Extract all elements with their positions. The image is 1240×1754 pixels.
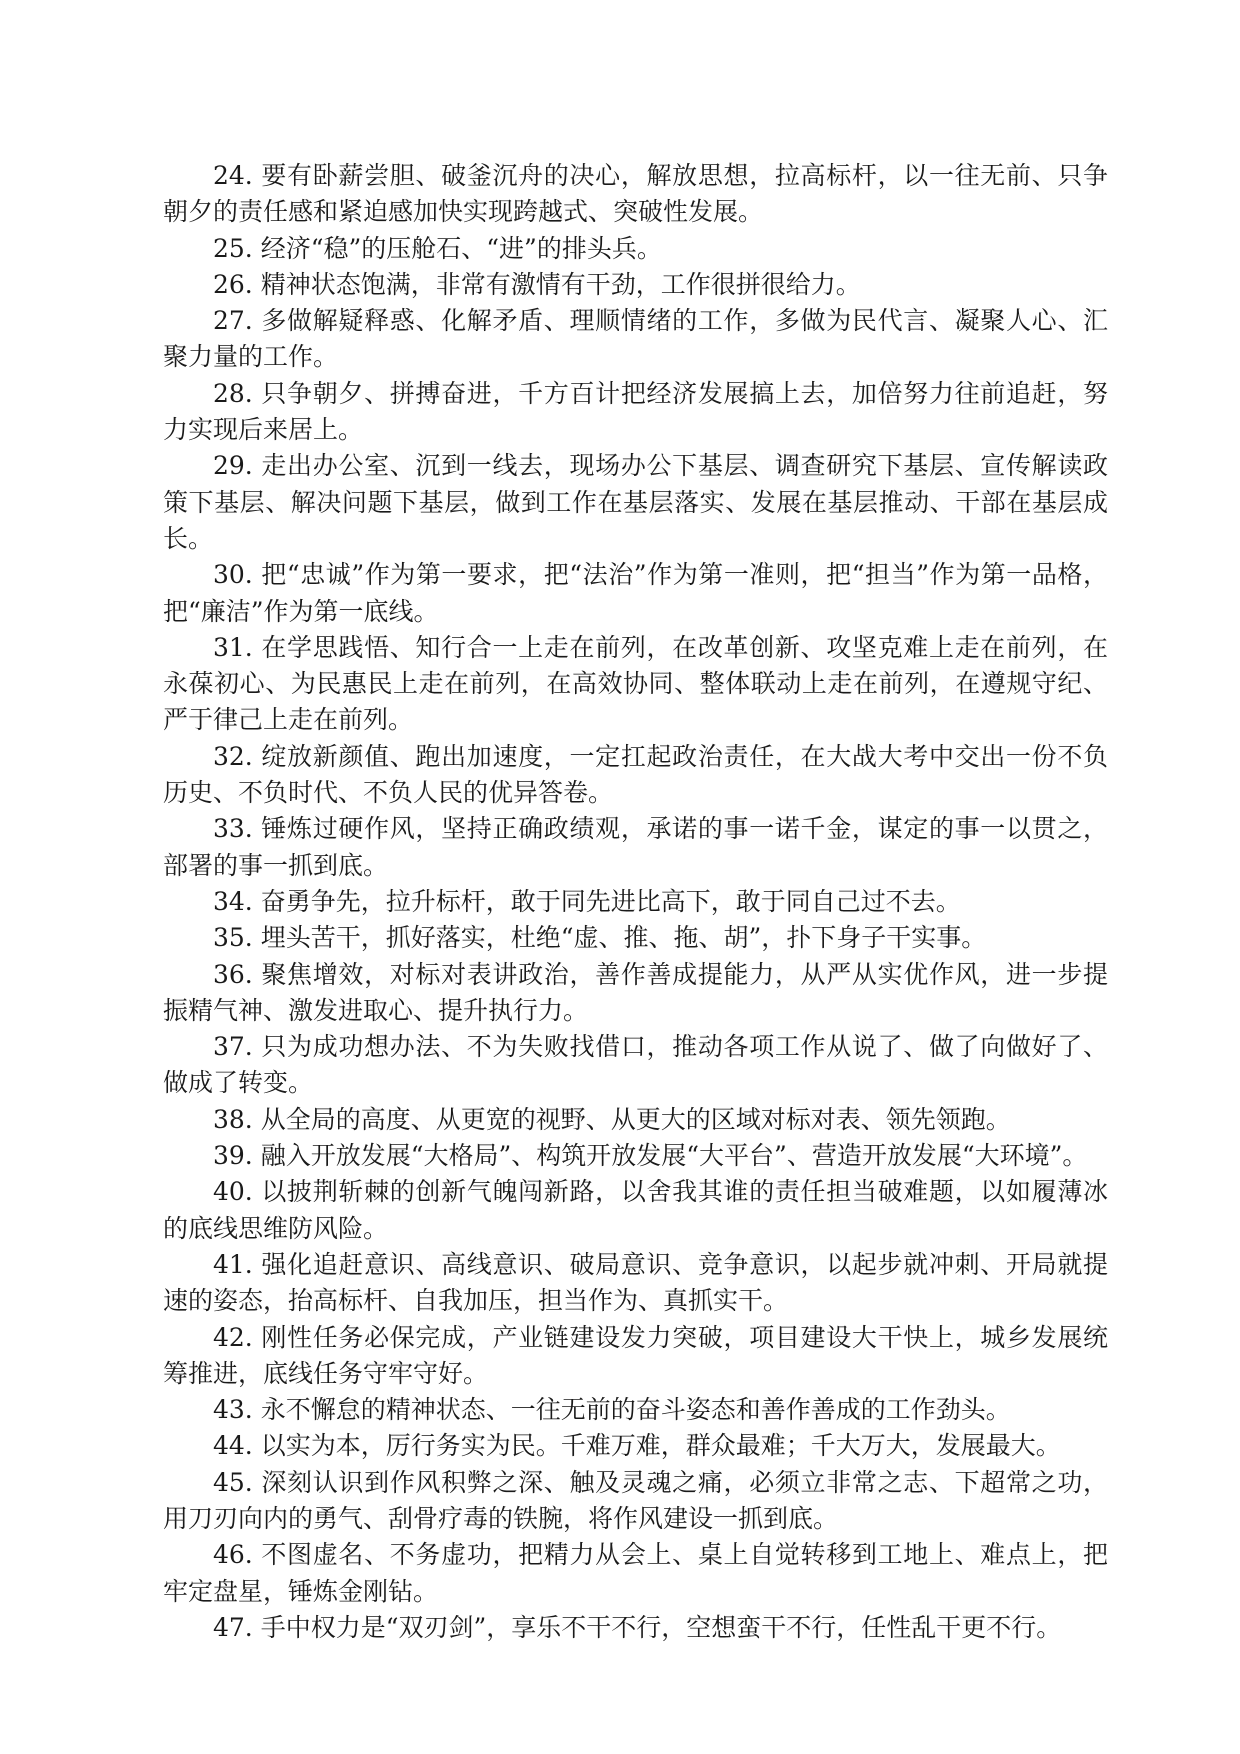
paragraph-26: 26. 精神状态饱满，非常有激情有干劲，工作很拼很给力。 <box>213 269 861 299</box>
paragraph-31: 31. 在学思践悟、知行合一上走在前列，在改革创新、攻坚克难上走在前列，在永葆初心、为民惠民上走在前列，在高效协同、整体联动上走在前列，在遵规守纪、严于律己上走在前列。 <box>163 632 1108 735</box>
paragraph-47: 47. 手中权力是“双刃剑”，享乐不干不行，空想蛮干不行，任性乱干更不行。 <box>213 1612 1062 1642</box>
paragraph-29: 29. 走出办公室、沉到一线去，现场办公下基层、调查研究下基层、宣传解读政策下基层、解决问题下基层，做到工作在基层落实、发展在基层推动、干部在基层成长。 <box>163 451 1108 553</box>
paragraph-34: 34. 奋勇争先，拉升标杆，敢于同先进比高下，敢于同自己过不去。 <box>213 886 961 916</box>
paragraph-25: 25. 经济“稳”的压舱石、“进”的排头兵。 <box>213 233 662 263</box>
paragraph-38: 38. 从全局的高度、从更宽的视野、从更大的区域对标对表、领先领跑。 <box>213 1104 1011 1134</box>
paragraph-24: 24. 要有卧薪尝胆、破釜沉舟的决心，解放思想，拉高标杆，以一往无前、只争朝夕的责任感和紧迫感加快实现跨越式、突破性发展。 <box>163 161 1108 227</box>
paragraph-28: 28. 只争朝夕、拼搏奋进，千方百计把经济发展搞上去，加倍努力往前追赶，努力实现后来居上。 <box>163 378 1108 445</box>
paragraph-35: 35. 埋头苦干，抓好落实，杜绝“虚、推、拖、胡”，扑下身子干实事。 <box>213 923 987 953</box>
paragraph-43: 43. 永不懈怠的精神状态、一往无前的奋斗姿态和善作善成的工作劲头。 <box>213 1395 1011 1425</box>
paragraph-44: 44. 以实为本，厉行务实为民。千难万难，群众最难；千大万大，发展最大。 <box>213 1431 1061 1461</box>
paragraph-36: 36. 聚焦增效，对标对表讲政治，善作善成提能力，从严从实优作风，进一步提振精气神、激发进取心、提升执行力。 <box>163 959 1108 1025</box>
paragraph-42: 42. 刚性任务必保完成，产业链建设发力突破，项目建设大干快上，城乡发展统筹推进，底线任务守牢守好。 <box>163 1322 1108 1388</box>
document-body <box>163 158 1108 1646</box>
paragraph-45: 45. 深刻认识到作风积弊之深、触及灵魂之痛，必须立非常之志、下超常之功，用刀刃向内的勇气、刮骨疗毒的铁腕，将作风建设一抓到底。 <box>163 1467 1108 1533</box>
paragraph-30: 30. 把“忠诚”作为第一要求，把“法治”作为第一准则，把“担当”作为第一品格，把“廉洁”作为第一底线。 <box>163 560 1108 626</box>
paragraph-41: 41. 强化追赶意识、高线意识、破局意识、竞争意识，以起步就冲刺、开局就提速的姿态，抬高标杆、自我加压，担当作为、真抓实干。 <box>163 1249 1108 1316</box>
paragraph-27: 27. 多做解疑释惑、化解矛盾、理顺情绪的工作，多做为民代言、凝聚人心、汇聚力量的工作。 <box>163 306 1108 372</box>
paragraph-46: 46. 不图虚名、不务虚功，把精力从会上、桌上自觉转移到工地上、难点上，把牢定盘星，锤炼金刚钻。 <box>163 1540 1108 1606</box>
paragraph-33: 33. 锤炼过硬作风，坚持正确政绩观，承诺的事一诺千金，谋定的事一以贯之，部署的事一抓到底。 <box>163 814 1108 880</box>
paragraph-37: 37. 只为成功想办法、不为失败找借口，推动各项工作从说了、做了向做好了、做成了转变。 <box>163 1032 1108 1098</box>
paragraph-32: 32. 绽放新颜值、跑出加速度，一定扛起政治责任，在大战大考中交出一份不负历史、不负时代、不负人民的优异答卷。 <box>163 741 1108 808</box>
paragraph-39: 39. 融入开放发展“大格局”、构筑开放发展“大平台”、营造开放发展“大环境”。 <box>213 1141 1088 1171</box>
paragraph-40: 40. 以披荆斩棘的创新气魄闯新路，以舍我其谁的责任担当破难题，以如履薄冰的底线思维防风险。 <box>163 1177 1108 1243</box>
